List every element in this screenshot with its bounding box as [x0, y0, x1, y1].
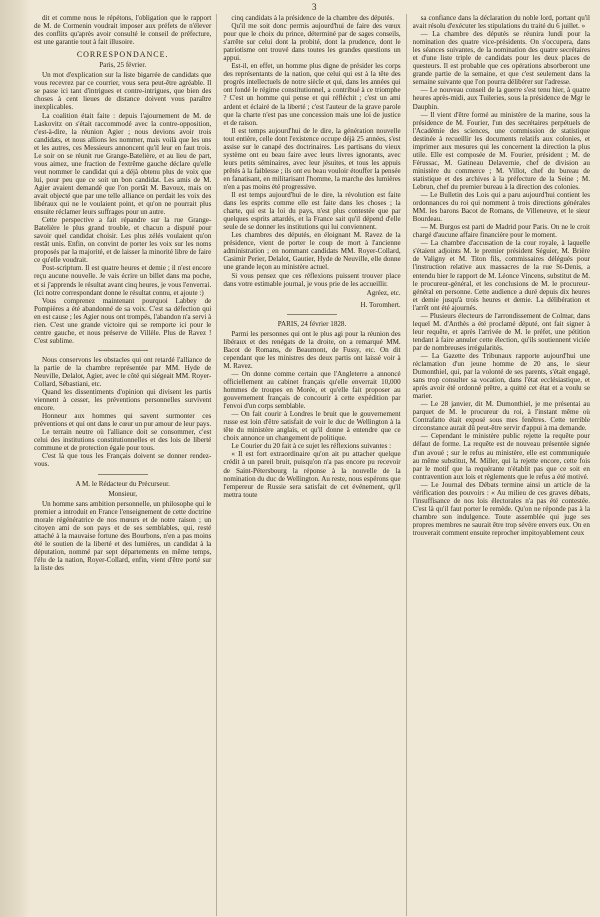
- paragraph: — Le 28 janvier, dit M. Dumonthiel, je me présentai au parquet de M. le procureur du roi, à l'instant même où Contrafatto était exposé sous mes fenêtres. Cette terrible circonstance aurait dû peut-être servir d'appui à ma demande.: [412, 400, 590, 433]
- letter-address: A M. le Rédacteur du Précurseur.: [75, 479, 170, 488]
- paragraph: Cette perspective a fait répandre sur la rue Grange-Batelière le plus grand trouble, et chacun a disputé pour savoir quel candidat choisir. Les plus zélés voulaient qu'on restât unis. Enfin, on convint de porter les voix sur les noms proposés par la majorité, et de laisser la minorité libre de faire ce qu'elle voudrait.: [34, 216, 212, 265]
- signature: H. Toromhert.: [360, 300, 401, 309]
- paragraph: sa confiance dans la déclaration du noble lord, portant qu'il avait résolu d'exécuter les stipulations du traité du 6 juillet. »: [412, 14, 590, 31]
- paragraph: Un homme sans ambition personnelle, un philosophe qui le premier a introduit en France l'enseignement de cette doctrine morale régénératrice de nos mœurs et de notre raison ; un citoyen ami de son pays et de ses semblables, qui, resté attaché à la mauvaise fortune des Bourbons, n'en a pas moins été le soutien de la liberté et des lumières, un candidat à la députation, nommé par sept départements en même temps, l'élu de la nation, Royer-Collard, enfin, vient d'être porté sur la liste des: [34, 499, 212, 572]
- paragraph: Post-scriptum. Il est quatre heures et demie ; il n'est encore reçu aucune nouvelle. Je vais écrire un billet dans ma poche, et si j'apprends le résultat avant cinq heures, je vous l'enverrai. (Ici notre correspondant donne le résultat connu, et ajoute :): [34, 264, 212, 297]
- paragraph: Un mot d'explication sur la liste bigarrée de candidats que vous recevrez par ce courrier, vous sera peut-être agréable. Il se passe ici tant d'intrigues et contre-intrigues, que bien des choses à cent lieues de distance doivent vous paraître inexplicables.: [34, 71, 212, 112]
- paragraph: — On fait courir à Londres le bruit que le gouvernement russe est loin d'être satisfait de voir le duc de Wellington à la tête du ministère anglais, et qu'il donne à entendre que ce choix annonce un changement de politique.: [223, 410, 401, 443]
- paragraph: — Il vient d'être formé au ministère de la marine, sous la présidence de M. Fourier, l'un des secrétaires perpétuels de l'Académie des sciences, une commission de statistique destinée à recueillir les documents relatifs aux colonies, et imprimer aux mesures qui les concernent la direction la plus utile. Elle est composée de M. Fourier, président ; M. de Férussac, M. Gatineau Delavernie, chef de division au ministère du commerce ; M. Villot, chef du bureau de statistique et des archives à la préfecture de la Seine ; M. Lebrun, chef du premier bureau à la direction des colonies.: [412, 110, 590, 191]
- divider: [287, 314, 337, 315]
- paragraph: — Cependant le ministère public rejette la requête pour défaut de forme. La requête est de nouveau présentée signée d'un avoué ; sur le refus au ministère, elle est communiquée au même substitut, M. Miller, qui la rejette encore, cette fois par le motif que la requérante n'établit pas que ce soit en contravention aux lois et règlements que le refus a été motivé.: [412, 432, 590, 481]
- paragraph: Honneur aux hommes qui savent surmonter ces préventions et qui ont dans le cœur un pur amour de leur pays.: [34, 412, 212, 429]
- paragraph: La coalition était faite : depuis l'ajournement de M. de Laskovitz on s'était raccommodé avec la contre-opposition, c'est-à-dire, la réunion Agier ; nous devions avoir trois candidats, et nous allions les nommer, mais voilà que les uns et les autres, ces Messieurs annoncent qu'il leur en faut trois. Le soir on se réunit rue Grange-Batelière, et au lieu de part, vous aimez, une fraction de l'extrême gauche déclare qu'elle veut nommer le candidat qui a déjà obtenu plus de voix que lui, pour peu que ce soit un bon candidat. Les amis de M. Agier avaient demandé que l'on portât M. Bavoux, mais on avait objecté que par une telle alliance on perdait les voix des libéraux qui ne le voulaient point, et qu'on ne pourrait plus ensuite réclamer leurs suffrages pour un autre.: [34, 111, 212, 217]
- paragraph: — Le Bulletin des Lois qui a paru aujourd'hui contient les ordonnances du roi qui nomment à trois directions générales MM. les barons Bacot de Romans, de Villeneuve, et le sieur Bourdeau.: [412, 191, 590, 224]
- column-3: [413, 14, 590, 916]
- paragraph: Nous conservons les obstacles qui ont retardé l'alliance de la partie de la chambre représentée par MM. Hyde de Neuville, Delalot, Agier, avec le côté qui siégeait MM. Royer-Collard, Sébastiani, etc.: [34, 355, 212, 389]
- paragraph: Le Courier du 20 fait à ce sujet les réflexions suivantes :: [231, 442, 392, 451]
- paragraph: — M. Burgos est parti de Madrid pour Paris. On ne le croit chargé d'aucune affaire financière pour le moment.: [412, 223, 590, 240]
- paragraph: — La chambre d'accusation de la cour royale, à laquelle s'étaient adjoints M. le premier président Séguier, M. Brière de Valigny et M. Titon fils, commissaires délégués pour l'instruction relative aux massacres de la rue St-Denis, a entendu hier le rapport de M. Léonce Vincens, substitut de M. le procureur-général, et les conclusions de M. le procureur-général en personne. Cette audience a duré depuis dix heures et demie jusqu'à trois heures et demie. La délibération et l'arrêt ont été ajournés.: [412, 239, 590, 312]
- paragraph: C'est là que tous les Français doivent se donner rendez-vous.: [34, 452, 212, 469]
- paragraph: — Le Journal des Débats termine ainsi un article de la vérification des pouvoirs : « Au milieu de ces graves débats, l'insuffisance de nos lois électorales n'a pas été contestée. C'est là qu'il faut porter le remède. Qu'on ne réponde pas à la chambre son indulgence. Toute assemblée qui juge ses propres membres ne saurait être trop sévère envers eux. On en trouverait comment ensuite reprocher impitoyablement ceux: [412, 480, 590, 537]
- paragraph: Quand les dissentiments d'opinion qui divisent les partis viennent à cesser, les préventions personnelles survivent encore.: [34, 388, 212, 413]
- salutation: Monsieur,: [108, 489, 137, 498]
- dateline: Paris, 25 février.: [99, 61, 147, 70]
- divider: [98, 474, 148, 475]
- page-number: 3: [312, 2, 317, 12]
- divider: [98, 350, 148, 351]
- paragraph: Si vous pensez que ces réflexions puissent trouver place dans votre estimable journal, je vous prie de les accueillir.: [223, 271, 401, 288]
- paragraph: Il est temps aujourd'hui de le dire, la révolution est faite dans les esprits comme elle est faite dans les choses ; la charte, qui est la loi du pays, n'est plus contestée que par quelques esprits attardés, et la France sait qu'il dépend d'elle seule de se donner les institutions qui lui conviennent.: [223, 191, 401, 232]
- paragraph: Est-il, en effet, un homme plus digne de présider les corps des représentants de la nation, que celui qui est à la tête des progrès intellectuels de notre siècle et qui, dans les années qui ont fondé le régime constitutionnel, a contribué à ce triomphe ? C'est un homme qui pense et qui réfléchit ; c'est un ami ardent et éclairé de la liberté ; c'est l'auteur de la grave parole que la charte n'est pas une concession mais une loi de justice et de raison.: [223, 62, 401, 127]
- paragraph: « Il est fort extraordinaire qu'on ait pu attacher quelque crédit à un pareil bruit, puisqu'on n'a pas encore pu recevoir de Saint-Pétersbourg la réponse à la nouvelle de la nomination du duc de Wellington. Au reste, nous espérons que l'empereur de Russie sera satisfait de cet événement, qu'il mettra toute: [223, 450, 401, 499]
- paragraph: Les chambres des députés, en éloignant M. Ravez de la présidence, vient de porter le coup de mort à l'ancienne administration ; en nommant candidats MM. Royer-Collard, Casimir Perier, Delalot, Gautier, Hyde de Neuville, elle donne une grande leçon au ministère actuel.: [223, 231, 401, 272]
- columns: [34, 14, 590, 916]
- column-2: [223, 14, 406, 916]
- paragraph: Le terrain neutre où l'alliance doit se consommer, c'est celui des institutions constitutionnelles et des lois de liberté commune et de protection égale pour tous.: [34, 428, 212, 453]
- paragraph: Qu'il me soit donc permis aujourd'hui de faire des vœux pour que le choix du prince, déterminé par de sages conseils, s'arrête sur celui dont la probité, dont la prudence, dont le patriotisme ont trouvé dans toutes les grandes questions un appui.: [223, 22, 401, 63]
- paragraph: — Le nouveau conseil de la guerre s'est tenu hier, à quatre heures après-midi, aux Tuileries, sous la présidence de Mgr le Dauphin.: [412, 86, 590, 111]
- paragraph: dit et comme nous le répétons, l'obligation que le rapport de M. de Cormenin voudrait imposer aux préfets de n'élever des conflits qu'après avoir consulté le conseil de préfecture, est une garantie tout à fait illusoire.: [34, 14, 212, 47]
- paragraph: Vous comprenez maintenant pourquoi Labbey de Pompières a été abandonné de sa voix. C'est sa défection qui en est cause ; les Agier nous ont trompés, l'abandon n'a servi à rien. C'est une grande victoire qui se remporte ici pour le centre gauche, et nous préserve de Villèle. Plus de Ravez ! C'est sublime.: [34, 296, 212, 345]
- paragraph: — La Gazette des Tribunaux rapporte aujourd'hui une réclamation d'un jeune homme de 20 ans, le sieur Dumonthiel, qui, par la volonté de ses parents, s'était engagé, sans trop consulter sa vocation, dans l'état ecclésiastique, et après avoir été ordonné prêtre, a quitté cet état et a voulu se marier.: [412, 351, 590, 401]
- paragraph: — Plusieurs électeurs de l'arrondissement de Colmar, dans lequel M. d'Anthès a été proclamé député, ont fait signer à leur requête, et après l'arrivée de M. le préfet, une pétition tendant à faire annuler cette élection, qu'ils soutiennent viciée par de nombreuses irrégularités.: [412, 311, 590, 352]
- paragraph: Il est temps aujourd'hui de le dire, la génération nouvelle tout entière, celle dont l'existence occupe déjà 25 années, s'est assise sur le canapé des doctrinaires. Les partisans du vieux système ont eu beau faire avec leurs livres ignorants, avec leurs petits séminaires, avec leur jésuites, et tous les appuis prêtés à la faiblesse ; ils ont eu beau vouloir étouffer la pensée en fanatisant, en militarisant l'homme, la marche des lumières n'en a pas moins été progressive.: [223, 126, 401, 191]
- signoff: Agréez, etc.: [366, 288, 401, 297]
- paragraph: — On donne comme certain que l'Angleterre a annoncé officiellement au cabinet français qu'elle enverrait 10,000 hommes de troupes en Morée, et qu'elle fait proposer au gouvernement français de concourir à cette expédition par l'envoi d'un corps semblable.: [223, 369, 401, 411]
- paragraph: cinq candidats à la présidence de la chambre des députés.: [231, 14, 395, 22]
- section-heading: CORRESPONDANCE.: [76, 50, 169, 60]
- column-1: [34, 14, 217, 916]
- dateline: PARIS, 24 février 1828.: [277, 319, 347, 328]
- page-edge: [0, 0, 30, 917]
- paragraph: Parmi les personnes qui ont le plus agi pour la réunion des libéraux et des renégats de la droite, on a remarqué MM. Bacot de Romans, de Beaumont, de Fussy, etc. On dit cependant que les ministres des deux partis ont laissé voir à M. Ravez.: [223, 329, 401, 370]
- paragraph: — La chambre des députés se réunira lundi pour la nomination des quatre vice-présidents. On s'occupera, dans les séances suivantes, de la nomination des quatre secrétaires et d'une liste triple de candidats pour les deux places de questeurs. Il est probable que ces opérations absorberont une grande partie de la semaine, et que c'est seulement dans la semaine suivante que l'on pourra délibérer sur l'adresse.: [412, 30, 590, 87]
